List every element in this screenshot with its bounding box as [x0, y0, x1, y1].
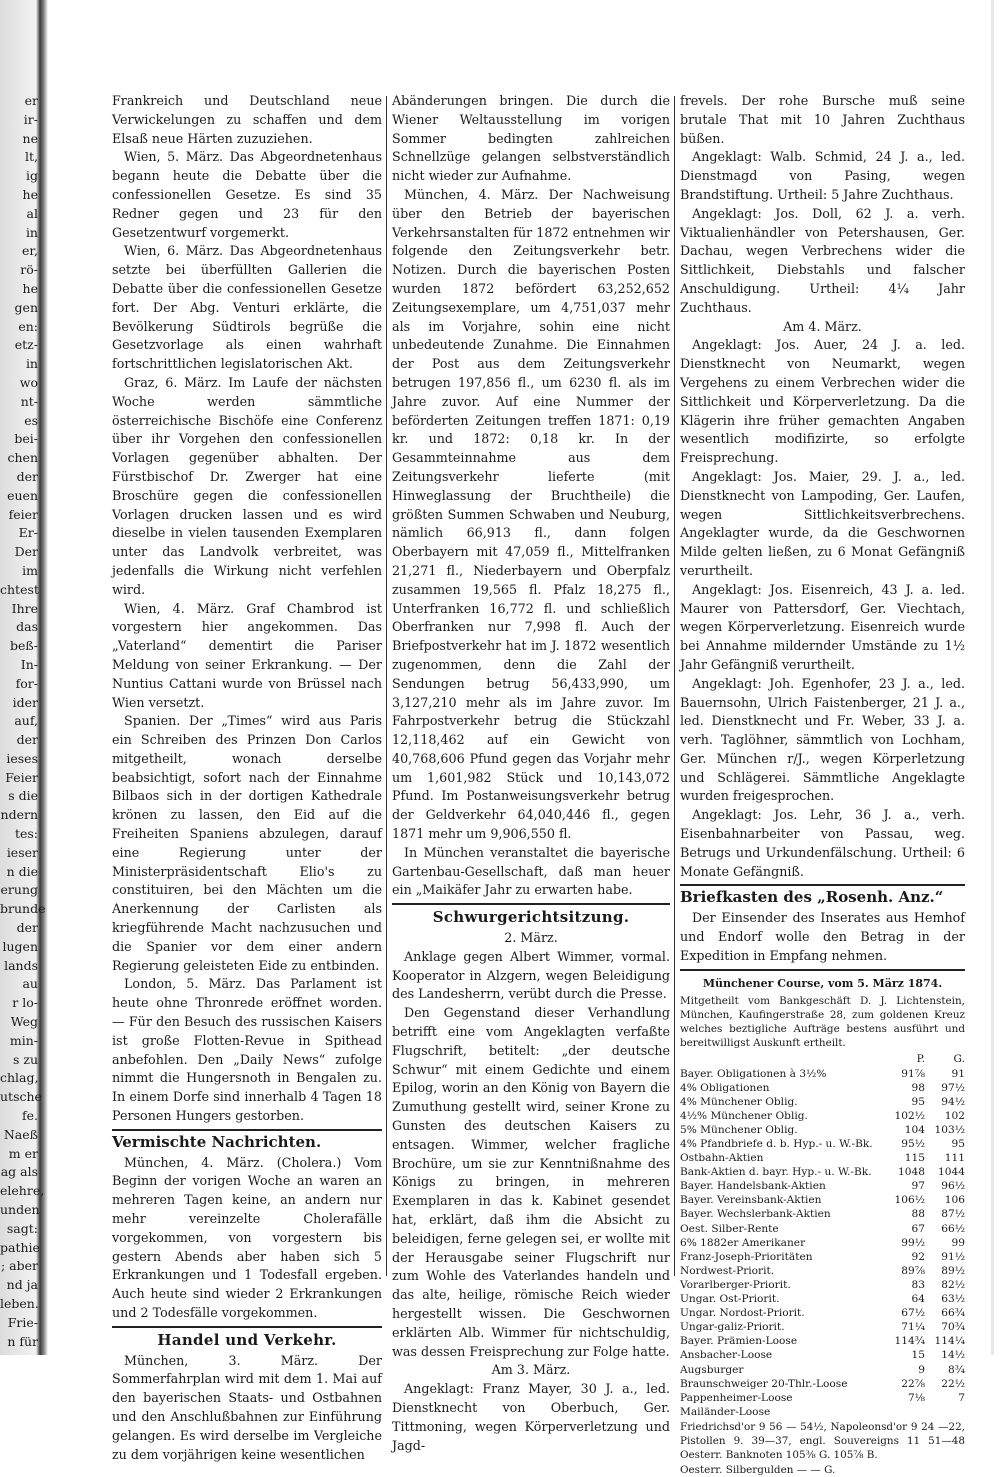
margin-fragment: tes: — [14, 826, 38, 842]
margin-fragment: gen — [14, 299, 38, 315]
exchange-row — [680, 1123, 965, 1137]
exchange-cell-p: 15 — [911, 1349, 925, 1362]
exchange-cell-g: 66½ — [941, 1222, 965, 1235]
paragraph: München, 4. März. Der Nachweisung über den Betrieb der bayerischen Verkehrsanstalten für 1872 entnehmen wir folgende den Zeitungsverkehr betr. Notizen. Durch die bayerischen Posten wurden 1872 befördert 63,252,652 Zeitungsexemplare, um 4,751,037 mehr als im Vorjahre, sohin eine nicht unbedeutende Zunahme. Die Einnahmen der Post aus dem Zeitungsverkehr betrugen 197,856 fl., um 6230 fl. als im Jahre zuvor. Auf eine Nummer der beförderten Zeitungen treffen 1871: 0,19 kr. und 1872: 0,18 kr. In der Gesammteinnahme aus dem Zeitungsverkehr lieferte (mit Hinweglassung der Bruchtheile) die größten Summen Schwaben und Neuburg, nämlich 66,913 fl., dann folgen Oberbayern mit 47,059 fl., Mittelfranken 21,271 fl., Niederbayern und Oberpfalz zusammen 19,565 fl. Pfalz 18,275 fl., Unterfranken 16,772 fl. und schließlich Oberfranken nur 7,998 fl. Auch der Briefpostverkehr hat im J. 1872 wesentlich zugenommen, denn die Zahl der Sendungen betrug 56,433,990, um 3,127,210 mehr als im Jahre zuvor. Im Fahrpostverkehr betrug die Stückzahl 12,118,462 auf ein Gewicht von 40,768,606 Pfund gegen das Vorjahr mehr um 1,601,982 Stück und 10,143,072 Pfund. Im Postanweisungsverkehr betrug der Geldverkehr 64,040,446 fl., gegen 1871 mehr um 9,906,550 fl. — [392, 186, 670, 842]
exchange-cell-g: 94½ — [941, 1095, 965, 1108]
exchange-cell-p: 91⅞ — [901, 1067, 925, 1080]
margin-fragment: he — [22, 186, 38, 202]
margin-fragment: he — [22, 280, 38, 296]
exchange-cell-g: 96½ — [941, 1180, 965, 1193]
margin-fragment: chen — [7, 450, 38, 466]
margin-fragment: bei- — [14, 431, 38, 447]
margin-fragment: feier — [8, 506, 38, 522]
margin-fragment: chlag, — [0, 1070, 39, 1086]
paragraph: London, 5. März. Das Parlament ist heute ohne Thronrede eröffnet worden. — Für den Besuch des russischen Kaisers ist große Flotten-Revue in Spithead anbefohlen. Den „Daily News“ zufolge nimmt die Hungersnoth in Bengalen zu. In einem Dorfe sind innerhalb 4 Tagen 18 Personen Hungers gestorben. — [112, 976, 382, 1124]
section-heading-schwurgericht: Schwurgerichtsitzung. — [432, 908, 630, 927]
margin-fragment: Feier — [5, 769, 38, 785]
exchange-cell-name: Bayer. Handelsbank-Aktien — [680, 1180, 826, 1193]
margin-fragment: nd ja — [6, 1277, 38, 1293]
exchange-row — [680, 1306, 965, 1320]
margin-fragment: sagt: — [6, 1220, 38, 1236]
exchange-cell-g — [925, 1405, 965, 1419]
margin-fragment: nt- — [20, 393, 38, 409]
exchange-title: Münchener Course, vom 5. März 1874. — [702, 976, 943, 990]
exchange-cell-name: 4% Münchener Oblig. — [680, 1095, 798, 1108]
margin-fragment: erung — [0, 882, 38, 898]
margin-fragment: min- — [9, 1032, 38, 1048]
paragraph: Angeklagt: Jos. Eisenreich, 43 J. a. led. Maurer von Pattersdorf, Ger. Viechtach, wegen Körperverletzung. Eisenreich wurde bei Annahme mildernder Umstände zu 1½ Jahr Gefängniß verurtheilt. — [680, 581, 965, 672]
exchange-cell-name: Ansbacher-Loose — [680, 1349, 773, 1362]
exchange-cell-p: 67 — [911, 1222, 925, 1235]
margin-fragment: im — [22, 562, 38, 578]
margin-fragment: auf, — [14, 713, 38, 729]
exchange-cell-name: 5% Münchener Oblig. — [680, 1123, 798, 1136]
exchange-cell-g: 70¾ — [941, 1321, 965, 1334]
exchange-row — [680, 1264, 965, 1278]
margin-fragment: der — [16, 732, 38, 748]
exchange-cell-g: 1044 — [938, 1166, 965, 1179]
exchange-cell-name: Oest. Silber-Rente — [680, 1222, 779, 1235]
exchange-cell-g: 102 — [944, 1109, 965, 1122]
column-rule — [386, 96, 387, 1276]
exchange-cell-g: 63½ — [941, 1293, 965, 1306]
margin-fragment: der — [16, 468, 38, 484]
exchange-cell-name: 4% Obligationen — [680, 1081, 770, 1094]
margin-fragment: ieser — [6, 844, 38, 860]
margin-fragment: for- — [15, 675, 38, 691]
section-rule — [392, 903, 670, 905]
exchange-cell-p: 83 — [911, 1278, 925, 1291]
margin-fragment: n die — [6, 863, 38, 879]
margin-fragment: ndern — [0, 807, 38, 823]
exchange-header-g: G. — [953, 1053, 965, 1066]
margin-fragment: ider — [12, 694, 38, 710]
exchange-cell-name: Mailänder-Loose — [680, 1405, 771, 1418]
margin-fragment: In- — [20, 656, 38, 672]
exchange-cell-p: 92 — [911, 1250, 925, 1263]
margin-fragment: s zu — [12, 1051, 38, 1067]
margin-fragment: ne — [22, 130, 38, 146]
margin-fragment: leben. — [0, 1296, 39, 1311]
exchange-cell-p: 95½ — [901, 1138, 925, 1151]
margin-fragment: er, — [22, 243, 38, 259]
exchange-row — [680, 1067, 965, 1081]
exchange-cell-g: 95 — [951, 1138, 965, 1151]
exchange-cell-g: 8¾ — [947, 1363, 965, 1376]
margin-fragment: chtest — [0, 581, 39, 597]
exchange-cell-g: 82½ — [941, 1278, 965, 1291]
page-edge — [991, 0, 994, 1355]
exchange-cell-name: Ungar. Nordost-Priorit. — [680, 1307, 805, 1320]
margin-fragment: beß- — [10, 638, 38, 654]
dateline: Am 4. März. — [783, 318, 862, 334]
margin-fragment: pathie — [0, 1239, 40, 1255]
paragraph: Der Einsender des Inserates aus Hemhof und Endorf wolle den Betrag in der Expedition in Empfang nehmen. — [680, 910, 965, 963]
exchange-row — [680, 1348, 965, 1362]
exchange-header-row — [680, 1052, 965, 1066]
exchange-cell-p — [885, 1405, 925, 1419]
margin-fragment: der — [16, 920, 38, 936]
exchange-cell-name: Ungar-galiz-Priorit. — [680, 1321, 785, 1334]
margin-fragment: Er- — [18, 525, 38, 541]
margin-fragment: ; aber — [0, 1258, 38, 1274]
exchange-cell-p: 89⅞ — [901, 1264, 925, 1277]
exchange-footnote: Friedrichsd'or 9 56 — 54½, Napoleonsd'or 9 24 —22, Pistollen 9. 39—37, engl. Souvereigns 11 51—48 Oesterr. Banknoten 105⅜ G. 105⅞ B. — [680, 1420, 965, 1461]
exchange-cell-name: Bayer. Vereinsbank-Aktien — [680, 1194, 822, 1207]
exchange-cell-name: Bayer. Obligationen à 3½% — [680, 1067, 827, 1080]
exchange-footnote: Oesterr. Silbergulden — — G. — [680, 1463, 836, 1476]
paragraph: frevels. Der rohe Bursche muß seine brutale That mit 10 Jahren Zuchthaus büßen. — [680, 93, 965, 146]
exchange-cell-g: 111 — [944, 1152, 965, 1165]
paragraph: Spanien. Der „Times“ wird aus Paris ein Schreiben des Prinzen Don Carlos mitgetheilt, wonach derselbe beabsichtigt, sofort nach der Einnahme Bilbaos sich in der dortigen Kathedrale krönen zu lassen, den Eid auf die Freiheiten Spaniens abzulegen, darauf eine Regierung unter der Ministerpräsidentschaft Elio's zu constituiren, bei den Mächten um die Anerkennung der Carlisten als kriegführende Macht nachzusuchen und die Spanier vor dem einer andern Regierung geleisteten Eide zu entbinden. — [112, 713, 382, 973]
exchange-row — [680, 1207, 965, 1221]
exchange-row — [680, 1363, 965, 1377]
paragraph: Angeklagt: Franz Mayer, 30 J. a., led. Dienstknecht von Oberbuch, Ger. Tittmoning, wegen Körperverletzung und Jagd- — [392, 1381, 670, 1453]
margin-fragment: er — [24, 93, 38, 108]
column-3 — [680, 92, 965, 1476]
exchange-cell-p: 97 — [911, 1180, 925, 1193]
margin-fragment: m er — [8, 1145, 38, 1161]
margin-fragment: n für — [7, 1333, 38, 1349]
paragraph: In München veranstaltet die bayerische Gartenbau-Gesellschaft, daß man heuer ein „Maikäfer Jahr zu erwarten habe. — [392, 844, 670, 898]
exchange-cell-g: 106 — [944, 1194, 965, 1207]
exchange-cell-g: 103½ — [934, 1123, 965, 1136]
margin-fragment: Der — [14, 544, 38, 560]
paragraph: München, 4. März. (Cholera.) Vom Beginn der vorigen Woche an waren an mehreren Tagen keine, an andern nur mehr vereinzelte Cholerafälle vorgekommen, von vorgestern bis gestern Abends aber haben sich 5 Erkrankungen und 1 Todesfall ergeben. Auch heute sind wieder 2 Erkrankungen und 2 Todesfälle vorgekommen. — [112, 1154, 382, 1320]
section-rule — [112, 1326, 382, 1328]
margin-fragment: euen — [7, 487, 38, 503]
paragraph: Angeklagt: Jos. Lehr, 36 J. a., verh. Eisenbahnarbeiter von Passau, weg. Betrugs und Urkundenfälschung. Urtheil: 6 Monate Gefängniß. — [680, 807, 965, 879]
paragraph: Angeklagt: Jos. Doll, 62 J. a. verh. Viktualienhändler von Petershausen, Ger. Dachau, wegen Verbrechens wider die Sittlichkeit, Diebstahls und falscher Anschuldigung. Urtheil: 4¼ Jahr Zuchthaus. — [680, 205, 965, 315]
margin-fragment: au — [22, 976, 38, 992]
section-heading-briefkasten: Briefkasten des „Rosenh. Anz.“ — [680, 888, 944, 907]
margin-fragment: ag als — [0, 1164, 38, 1180]
margin-fragment: in — [25, 356, 38, 372]
exchange-cell-name: 6% 1882er Amerikaner — [680, 1236, 806, 1249]
paragraph: Wien, 5. März. Das Abgeordnetenhaus begann heute die Debatte über die confessionellen Gesetze. Es sind 35 Redner gegen und 23 für den Gesetzentwurf vorgemerkt. — [112, 149, 382, 240]
margin-fragment: Ihre — [11, 600, 38, 616]
exchange-row — [680, 1236, 965, 1250]
margin-fragment: r lo- — [12, 995, 38, 1011]
exchange-cell-p: 114¾ — [894, 1335, 925, 1348]
margin-fragment: Frie- — [7, 1314, 38, 1330]
margin-fragment: Naeß — [3, 1126, 38, 1142]
exchange-row — [680, 1292, 965, 1306]
exchange-cell-p: 88 — [911, 1208, 925, 1221]
margin-fragment: etz- — [14, 337, 38, 353]
exchange-cell-name: 4½% Münchener Oblig. — [680, 1109, 808, 1122]
exchange-cell-p: 1048 — [898, 1166, 925, 1179]
exchange-cell-g: 14½ — [941, 1349, 965, 1362]
exchange-cell-p: 115 — [904, 1152, 925, 1165]
exchange-row — [680, 1095, 965, 1109]
exchange-cell-p: 95 — [911, 1095, 925, 1108]
margin-fragment: en: — [18, 318, 38, 334]
exchange-cell-g: 89½ — [941, 1264, 965, 1277]
paragraph: Wien, 4. März. Graf Chambrod ist vorgestern hier angekommen. Das „Vaterland“ dementirt die Pariser Meldung von seiner Erkrankung. — Der Nuntius Cattani wurde von Brüssel nach Wien versetzt. — [112, 600, 382, 710]
exchange-row — [680, 1137, 965, 1151]
exchange-row — [680, 1320, 965, 1334]
exchange-cell-g: 22½ — [941, 1377, 965, 1390]
exchange-cell-p: 102½ — [894, 1109, 925, 1122]
exchange-row — [680, 1081, 965, 1095]
exchange-cell-name: Bayer. Wechslerbank-Aktien — [680, 1208, 831, 1221]
paragraph: Angeklagt: Walb. Schmid, 24 J. a., led. Dienstmagd von Pasing, wegen Brandstiftung. Urtheil: 5 Jahre Zuchthaus. — [680, 149, 965, 202]
exchange-row — [680, 1334, 965, 1348]
exchange-row — [680, 1109, 965, 1123]
exchange-cell-name: 4% Pfandbriefe d. b. Hyp.- u. W.-Bk. — [680, 1138, 873, 1151]
exchange-table — [680, 1052, 965, 1418]
exchange-cell-g: 91½ — [941, 1250, 965, 1263]
exchange-cell-name: Bank-Aktien d. bayr. Hyp.- u. W.-Bk. — [680, 1166, 872, 1179]
exchange-intro: Mitgetheilt vom Bankgeschäft D. J. Lichtenstein, München, Kaufingerstraße 28, zum goldenen Kreuz welches beztigliche Aufträge bestens ausführt und bereitwilligst Auskunft ertheilt. — [680, 995, 965, 1050]
margin-fragment: ir- — [23, 111, 38, 127]
margin-fragments — [0, 92, 46, 1351]
exchange-row — [680, 1405, 965, 1419]
exchange-cell-g: 7 — [958, 1391, 965, 1404]
margin-fragment: lands — [4, 957, 38, 973]
column-1 — [112, 92, 382, 1462]
margin-fragment: s die — [8, 788, 38, 804]
exchange-cell-name: Bayer. Prämien-Loose — [680, 1335, 798, 1348]
margin-fragment: lugen — [2, 938, 38, 954]
section-rule — [680, 884, 965, 886]
exchange-cell-g: 99 — [951, 1236, 965, 1249]
exchange-cell-name: Nordwest-Priorit. — [680, 1264, 775, 1277]
exchange-cell-p: 67½ — [901, 1307, 925, 1320]
paragraph: Angeklagt: Joh. Egenhofer, 23 J. a., led. Bauernsohn, Ulrich Faistenberger, 21 J. a., led. Dienstknecht und Fr. Weber, 33 J. a. verh. Taglöhner, sämmtlich von Lochham, Ger. München r/J., wegen Körperletzung und Schlägerei. Sämmtliche Angeklagte wurden freigesprochen. — [680, 675, 965, 804]
section-rule — [112, 1129, 382, 1131]
exchange-cell-g: 66¾ — [941, 1307, 965, 1320]
exchange-cell-name: Pappenheimer-Loose — [680, 1391, 793, 1404]
exchange-cell-g: 97½ — [941, 1081, 965, 1094]
margin-fragment: ig — [26, 168, 38, 184]
exchange-cell-p: 106½ — [894, 1194, 925, 1207]
exchange-cell-p: 9 — [918, 1363, 925, 1376]
margin-fragment: Weg — [10, 1014, 38, 1030]
dateline: 2. März. — [504, 930, 558, 946]
exchange-cell-name: Franz-Joseph-Prioritäten — [680, 1250, 813, 1263]
exchange-cell-p: 104 — [904, 1123, 925, 1136]
paragraph: Anklage gegen Albert Wimmer, vormal. Kooperator in Alzgern, wegen Beleidigung des Landesherrn, verübt durch die Presse. — [392, 948, 670, 1002]
margin-fragment: rö- — [20, 262, 38, 278]
exchange-cell-name: Augsburger — [680, 1363, 744, 1376]
exchange-cell-p: 22⅞ — [901, 1377, 925, 1390]
exchange-row — [680, 1377, 965, 1391]
exchange-cell-p: 64 — [911, 1293, 925, 1306]
section-heading-handel: Handel und Verkehr. — [157, 1330, 337, 1349]
exchange-row — [680, 1278, 965, 1292]
exchange-row — [680, 1391, 965, 1405]
paragraph: Abänderungen bringen. Die durch die Wiener Weltausstellung im vorigen Sommer bedingten zahlreichen Schnellzüge gelangen selbstverständlich nicht wieder zur Aufnahme. — [392, 93, 670, 184]
paragraph: Angeklagt: Jos. Maier, 29. J. a., led. Dienstknecht von Lampoding, Ger. Laufen, wegen Sittlichkeitsverbrechens. Angeklagter wurde, da die Geschwornen Milde gelten ließen, zu 6 Monat Gefängniß verurtheilt. — [680, 468, 965, 578]
margin-fragment: utsche — [0, 1089, 42, 1105]
margin-fragment: ieses — [6, 750, 38, 766]
exchange-cell-g: 91 — [951, 1067, 965, 1080]
column-2 — [392, 92, 670, 1453]
exchange-cell-g: 114¼ — [934, 1335, 965, 1348]
margin-fragment: fe. — [22, 1108, 38, 1124]
exchange-row — [680, 1250, 965, 1264]
paragraph: Graz, 6. März. Im Laufe der nächsten Woche werden sämmtliche österreichische Bischöfe eine Conferenz über ihr Vorgehen den confessionellen Vorlagen gegenüber abhalten. Der Fürstbischof Dr. Zwerger hat eine Broschüre gegen die confessionellen Vorlagen drucken lassen und es wird dieselbe in vielen tausenden Exemplaren unter das Landvolk verbreitet, was jedenfalls die Wirkung nicht verfehlen wird. — [112, 374, 382, 597]
exchange-cell-p: 99½ — [901, 1236, 925, 1249]
margin-fragment: es — [24, 412, 38, 428]
exchange-row — [680, 1193, 965, 1207]
margin-fragment: wo — [19, 374, 38, 390]
exchange-header-p: P. — [916, 1053, 925, 1066]
margin-fragment: in — [25, 224, 38, 240]
exchange-cell-p: 7⅛ — [907, 1391, 925, 1404]
margin-fragment: das — [16, 619, 38, 635]
exchange-cell-p: 71¼ — [901, 1321, 925, 1334]
margin-fragment: elehre, — [0, 1183, 45, 1199]
section-heading-vermischte: Vermischte Nachrichten. — [112, 1132, 322, 1151]
paragraph: Frankreich und Deutschland neue Verwickelungen zu schaffen und dem Elsaß neue Härten zuzuziehen. — [112, 93, 382, 146]
section-rule — [680, 969, 965, 971]
exchange-cell-p: 98 — [911, 1081, 925, 1094]
margin-fragment: lt, — [25, 149, 38, 165]
dateline: Am 3. März. — [491, 1362, 571, 1378]
paragraph: Angeklagt: Jos. Auer, 24 J. a. led. Dienstknecht von Neumarkt, wegen Vergehens zu einem Verbrechen wider die Sittlichkeit und Körperverletzung. Da die Klägerin ihre früher gemachten Angaben wesentlich modifizirte, so erfolgte Freisprechung. — [680, 337, 965, 466]
exchange-cell-name: Ostbahn-Aktien — [680, 1152, 764, 1165]
exchange-row — [680, 1165, 965, 1179]
column-rule — [674, 96, 675, 1276]
exchange-cell-g: 87½ — [941, 1208, 965, 1221]
margin-fragment: brunde — [0, 901, 46, 917]
paragraph: Wien, 6. März. Das Abgeordnetenhaus setzte bei überfüllten Gallerien die Debatte über die confessionellen Gesetze fort. Der Abg. Venturi erklärte, die Bevölkerung Südtirols begrüße die Gesetzvorlage als einen wahrhaft fortschrittlichen legislatorischen Akt. — [112, 243, 382, 372]
margin-fragment: unden — [0, 1202, 40, 1218]
exchange-row — [680, 1222, 965, 1236]
paragraph: Den Gegenstand dieser Verhandlung betrifft eine vom Angeklagten verfaßte Flugschrift, betitelt: „der deutsche Schwur“ mit einem Gedichte und einem Epilog, worin an den König von Bayern die Zumuthung gestellt wird, seiner Krone zu Gunsten des deutschen Kaisers zu entsagen. Wimmer, welcher fragliche Brochüre, um sie zur Kenntnißnahme des Königs zu bringen, in mehreren Exemplaren in das k. Kabinet gesendet hat, erklärt, daß ihm die Absicht zu beleidigen, ferne gelegen sei, er wollte mit der Herausgabe seiner Flugschrift nur zum Wohle des Vaterlandes handeln und das alte, heilige, römische Reich wieder hergestellt wissen. Die Geschwornen erklärten Alb. Wimmer für nichtschuldig, was dessen Freisprechung zur Folge hatte. — [392, 1005, 670, 1359]
exchange-row — [680, 1179, 965, 1193]
exchange-cell-name: Ungar. Ost-Priorit. — [680, 1293, 780, 1306]
paragraph: München, 3. März. Der Sommerfahrplan wird mit dem 1. Mai auf den bayerischen Staats- und Ostbahnen und den Anschlußbahnen zur Einführung gelangen. Es wird derselbe im Vergleiche zu dem vorjährigen keine wesentlichen — [112, 1352, 382, 1462]
margin-fragment: al — [26, 205, 38, 221]
exchange-cell-name: Braunschweiger 20-Thlr.-Loose — [680, 1377, 848, 1390]
exchange-cell-name: Vorarlberger-Priorit. — [680, 1278, 791, 1291]
exchange-row — [680, 1151, 965, 1165]
